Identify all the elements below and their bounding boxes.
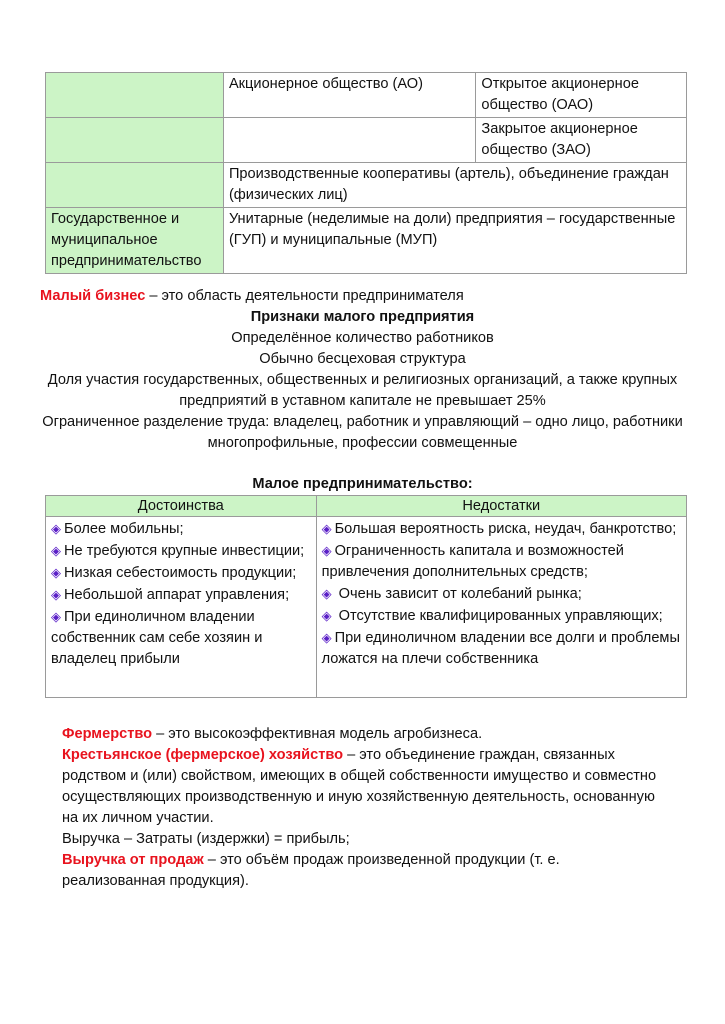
comparison-table	[45, 495, 687, 698]
small-business-definition	[40, 286, 685, 307]
definition-text: – это объём продаж произведенной продукции (т. е. реализованная продукция).	[62, 852, 560, 889]
term-small-business: Малый бизнес	[40, 288, 146, 304]
list-item	[322, 540, 681, 583]
list-item	[51, 606, 311, 670]
comparison-title: Малое предпринимательство:	[252, 476, 473, 492]
header-disadvantages: Недостатки	[316, 496, 686, 517]
diamond-bullet-icon: ◈	[51, 565, 61, 580]
table-cell: Производственные кооперативы (артель), объединение граждан (физических лиц)	[223, 163, 686, 208]
table-row	[46, 208, 687, 274]
list-item	[51, 540, 311, 562]
list-item	[322, 518, 681, 540]
advantage-text: Не требуются крупные инвестиции;	[64, 543, 305, 559]
table-cell: Закрытое акционерное общество (ЗАО)	[476, 118, 687, 163]
table-cell	[46, 73, 224, 118]
table-row	[46, 118, 687, 163]
header-advantages: Достоинства	[46, 496, 317, 517]
table-row	[46, 73, 687, 118]
revenue-definition	[62, 850, 667, 892]
advantage-text: Более мобильны;	[64, 521, 184, 537]
list-item	[322, 583, 681, 605]
list-item	[51, 518, 311, 540]
profit-formula: Выручка – Затраты (издержки) = прибыль;	[62, 831, 350, 847]
disadvantage-text: Ограниченность капитала и возможностей привлечения дополнительных средств;	[321, 543, 624, 580]
list-item	[51, 562, 311, 584]
list-item	[322, 627, 681, 670]
disadvantages-cell	[316, 517, 686, 698]
sign-item: Доля участия государственных, общественных и религиозных организаций, а также крупных предприятий в уставном капитале не превышает 25%	[47, 372, 678, 409]
table-header-row	[46, 496, 687, 517]
table-cell: Акционерное общество (АО)	[223, 73, 475, 118]
small-business-section	[40, 286, 685, 454]
diamond-bullet-icon: ◈	[321, 630, 332, 645]
disadvantage-text: Отсутствие квалифицированных управляющих;	[334, 608, 663, 624]
table-row	[46, 163, 687, 208]
advantage-text: При единоличном владении собственник сам себе хозяин и владелец прибыли	[51, 609, 263, 667]
peasant-farm-definition	[62, 745, 667, 829]
advantage-text: Низкая себестоимость продукции;	[64, 565, 297, 581]
table-cell	[46, 118, 224, 163]
term-revenue: Выручка от продаж	[62, 852, 204, 868]
diamond-bullet-icon: ◈	[321, 521, 332, 536]
table-cell	[46, 163, 224, 208]
farming-definition	[62, 724, 667, 745]
sign-item: Ограниченное разделение труда: владелец, работник и управляющий – одно лицо, работники многопрофильные, профессии совмещенные	[42, 414, 683, 451]
table-cell: Открытое акционерное общество (ОАО)	[476, 73, 687, 118]
diamond-bullet-icon: ◈	[321, 586, 332, 601]
table-cell: Государственное и муниципальное предпринимательство	[46, 208, 224, 274]
diamond-bullet-icon: ◈	[321, 543, 332, 558]
diamond-bullet-icon: ◈	[51, 609, 61, 624]
advantages-cell	[46, 517, 317, 698]
list-item	[322, 605, 681, 627]
sign-item: Определённое количество работников	[231, 330, 494, 346]
table-cell	[223, 118, 475, 163]
term-peasant-farm: Крестьянское (фермерское) хозяйство	[62, 747, 344, 763]
diamond-bullet-icon: ◈	[51, 521, 61, 536]
diamond-bullet-icon: ◈	[51, 587, 61, 602]
table-row	[46, 517, 687, 698]
advantage-text: Небольшой аппарат управления;	[64, 587, 290, 603]
definition-text: – это область деятельности предпринимателя	[145, 288, 464, 304]
ownership-forms-table	[45, 72, 687, 274]
definitions-section	[62, 724, 667, 892]
disadvantage-text: Очень зависит от колебаний рынка;	[334, 586, 582, 602]
diamond-bullet-icon: ◈	[51, 543, 61, 558]
diamond-bullet-icon: ◈	[321, 608, 332, 623]
term-farming: Фермерство	[62, 726, 153, 742]
table-cell: Унитарные (неделимые на доли) предприятия – государственные (ГУП) и муниципальные (МУП)	[223, 208, 686, 274]
disadvantage-text: Большая вероятность риска, неудач, банкротство;	[334, 521, 677, 537]
sign-item: Обычно бесцеховая структура	[259, 351, 466, 367]
signs-title: Признаки малого предприятия	[250, 309, 475, 325]
definition-text: – это объединение граждан, связанных родством и (или) свойством, имеющих в общей собственности имущество и совместно осуществляющих производственную и иную хозяйственную деятельность, основанную на их личном участии.	[62, 747, 657, 826]
disadvantage-text: При единоличном владении все долги и проблемы ложатся на плечи собственника	[321, 630, 680, 667]
definition-text: – это высокоэффективная модель агробизнеса.	[152, 726, 483, 742]
list-item	[51, 584, 311, 606]
